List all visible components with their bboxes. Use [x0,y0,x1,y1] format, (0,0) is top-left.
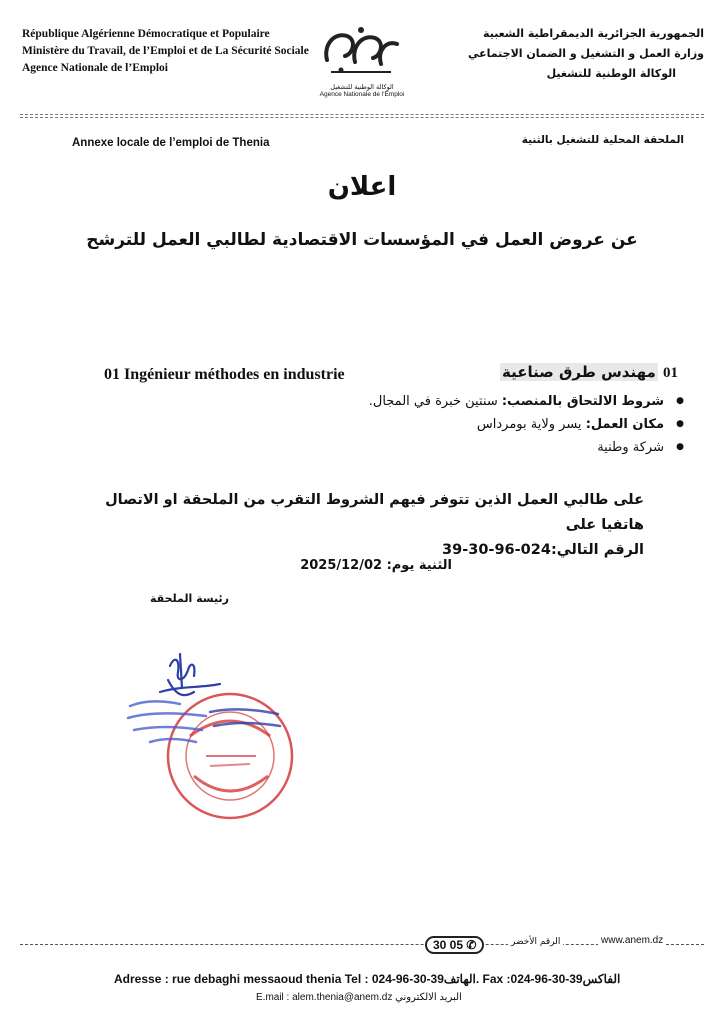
green-number-badge [425,936,484,954]
website-link[interactable]: www.anem.dz [598,935,666,946]
condition-label: مكان العمل: [585,417,664,432]
header-divider-2 [20,117,704,118]
condition-label: شروط الالتحاق بالمنصب: [501,394,664,409]
conditions-list [244,390,686,459]
signature-and-seal [110,636,340,856]
job-title-ar [500,363,678,382]
footer-email: E.mail : alem.thenia@anem.dz البريد الالكتروني [256,992,462,1003]
condition-item [244,436,664,459]
condition-value: يسر ولاية بومرداس [476,417,586,432]
announcement-title: اعلان [327,172,397,202]
job-count-ar: 01 [663,365,678,381]
office-ar: الملحقة المحلية للتشغيل بالثنية [521,134,684,146]
signatory-title: رئيسة الملحقة [150,592,229,605]
job-name-ar: مهندس طرق صناعية [502,363,656,381]
job-title-fr: 01 Ingénieur méthodes en industrie [104,366,345,383]
green-number: 30 05 [433,938,464,952]
announcement-subtitle: عن عروض العمل في المؤسسات الاقتصادية لطالبي العمل للترشح [86,230,638,250]
official-seal-icon [110,636,340,856]
condition-item [244,390,664,413]
application-notice [64,488,644,563]
footer-address: Adresse : rue debaghi messaoud thenia Tel : 024-96-30-39الهاتف. Fax :024-96-30-39الفاكس [114,972,621,986]
header-ar [468,24,704,84]
condition-value: سنتين خبرة في المجال. [368,394,502,409]
anem-logo [300,22,424,112]
republic-fr: République Algérienne Démocratique et Populaire [22,28,270,40]
phone-icon: ✆ [466,938,477,952]
condition-value: شركة وطنية [597,440,664,455]
office-fr: Annexe locale de l’emploi de Thenia [72,137,270,149]
logo-caption-ar: الوكالة الوطنية للتشغيل [330,83,394,91]
notice-line-2: الرقم التالي:024-96-30-39 [442,542,644,558]
green-number-label: الرقم الأخضر [508,937,563,947]
agency-fr: Agence Nationale de l’Emploi [22,62,168,74]
ministry-fr: Ministère du Travail, de l’Emploi et de La Sécurité Sociale [22,45,309,57]
anem-logo-icon [317,22,407,78]
agency-ar: الوكالة الوطنية للتشغيل [546,67,676,80]
republic-ar: الجمهورية الجزائرية الديمقراطية الشعبية [483,27,704,40]
issue-date: الثنية يوم: 2025/12/02 [300,558,452,573]
ministry-ar: وزارة العمل و التشغيل و الضمان الاجتماعي [468,47,704,60]
logo-caption-fr: Agence Nationale de l'Emploi [319,91,405,98]
header-fr [22,26,309,77]
condition-item [244,413,664,436]
notice-line-1: على طالبي العمل الذين تتوفر فيهم الشروط التقرب من الملحقة او الاتصال هاتفيا على [105,492,644,533]
header-divider [20,114,704,115]
